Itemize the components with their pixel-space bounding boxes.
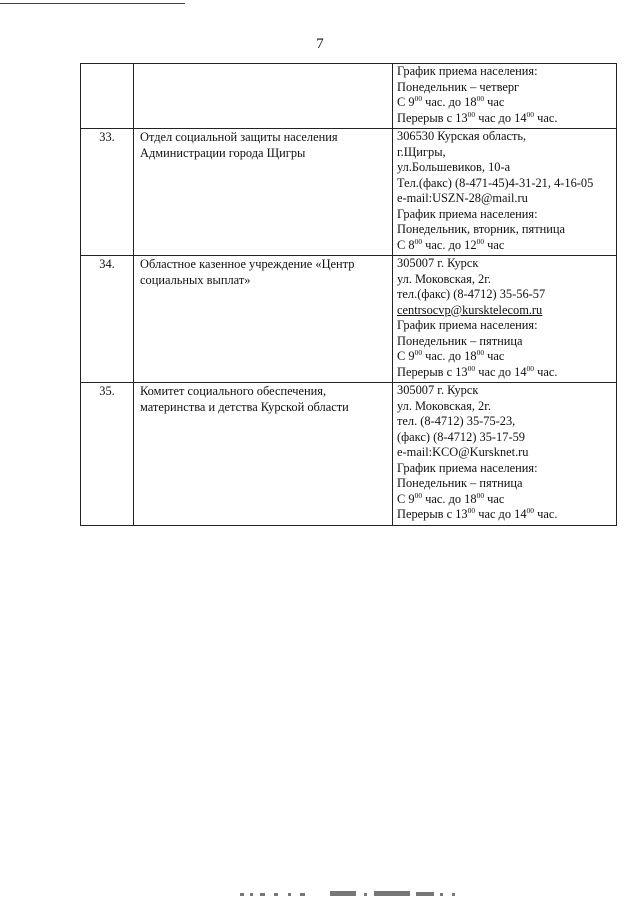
schedule-hours-suffix: час: [484, 491, 505, 506]
schedule-title: График приема населения:: [397, 460, 538, 475]
schedule-hours-prefix: С 8: [397, 237, 415, 252]
table-row: [81, 256, 617, 383]
contact-line: 305007 г. Курск: [397, 256, 479, 270]
top-rule: [0, 3, 185, 4]
schedule-title: График приема населения:: [397, 318, 538, 332]
organization-name: Областное казенное учреждение «Центр социальных выплат»: [134, 256, 393, 383]
schedule-hours-prefix: С 9: [397, 491, 415, 506]
page-number: 7: [316, 36, 324, 52]
organization-name: [134, 64, 393, 129]
schedule-lunch-prefix: Перерыв с 13: [397, 364, 468, 379]
table-body: [81, 64, 617, 526]
schedule-lunch-suffix: час.: [534, 507, 558, 521]
schedule-hours-prefix: С 9: [397, 349, 415, 363]
schedule-lunch-to-sup: 00: [526, 506, 535, 515]
schedule-hours-from-sup: 00: [414, 490, 423, 500]
schedule-lunch-mid: час до 14: [475, 364, 527, 379]
schedule-lunch-to-sup: 00: [526, 109, 535, 119]
table-row: [81, 383, 617, 526]
row-number: [81, 64, 134, 129]
schedule-days: Понедельник – пятница: [397, 476, 523, 490]
schedule-lunch-mid: час до 14: [475, 110, 527, 125]
contact-details: [393, 256, 617, 383]
row-number: 35.: [81, 383, 134, 526]
schedule-lunch-to-sup: 00: [526, 363, 535, 373]
contact-line: тел.(факс) (8-4712) 35-56-57: [397, 287, 546, 301]
contact-line: 305007 г. Курск: [397, 383, 479, 397]
schedule-lunch-suffix: час.: [534, 364, 558, 379]
contact-line: ул.Большевиков, 10-а: [397, 160, 511, 174]
schedule-hours-to-sup: 00: [476, 94, 485, 103]
schedule-hours-to-sup: 00: [476, 348, 485, 357]
schedule-hours-mid: час. до 18: [422, 491, 477, 506]
schedule-title: График приема населения:: [397, 64, 538, 78]
organization-name: Отдел социальной защиты населения Администрации города Щигры: [134, 129, 393, 256]
contact-line: e-mail:USZN-28@mail.ru: [397, 191, 528, 205]
contact-line: 306530 Курская область,: [397, 129, 527, 143]
schedule-hours-suffix: час: [484, 349, 505, 363]
schedule-hours-from-sup: 00: [414, 236, 423, 246]
contact-details: [393, 383, 617, 526]
row-number: 34.: [81, 256, 134, 383]
schedule-lunch: [397, 507, 614, 523]
schedule-lunch-mid: час до 14: [475, 507, 527, 521]
schedule-lunch-prefix: Перерыв с 13: [397, 507, 468, 521]
schedule-days: Понедельник, вторник, пятница: [397, 222, 566, 236]
schedule-lunch: [397, 365, 614, 381]
schedule-hours-from-sup: 00: [414, 94, 423, 103]
contact-line: г.Щигры,: [397, 144, 446, 159]
email-link[interactable]: centrsocvp@kursktelecom.ru: [397, 302, 543, 317]
schedule-hours: [397, 492, 614, 508]
schedule-hours: [397, 238, 614, 254]
schedule-lunch-from-sup: 00: [467, 109, 476, 119]
schedule-lunch: [397, 111, 614, 127]
schedule-hours: [397, 349, 614, 365]
schedule-lunch-from-sup: 00: [467, 363, 476, 373]
schedule-hours-mid: час. до 18: [422, 349, 477, 363]
schedule-hours-suffix: час: [484, 95, 505, 109]
contact-line: ул. Моковская, 2г.: [397, 398, 491, 413]
schedule-lunch-prefix: Перерыв с 13: [397, 110, 468, 125]
contact-line: тел. (8-4712) 35-75-23,: [397, 414, 516, 428]
contact-line: (факс) (8-4712) 35-17-59: [397, 429, 525, 444]
contact-line: ул. Моковская, 2г.: [397, 271, 491, 286]
schedule-lunch-from-sup: 00: [467, 506, 476, 515]
footer-scan-mark: [240, 890, 500, 898]
schedule-days: Понедельник – четверг: [397, 79, 520, 94]
institutions-table: [80, 63, 617, 526]
row-number: 33.: [81, 129, 134, 256]
schedule-hours-suffix: час: [484, 237, 505, 252]
schedule-hours-prefix: С 9: [397, 95, 415, 109]
contact-details: [393, 64, 617, 129]
contact-line: Тел.(факс) (8-471-45)4-31-21, 4-16-05: [397, 175, 594, 190]
schedule-hours: [397, 95, 614, 111]
schedule-hours-to-sup: 00: [476, 490, 485, 500]
schedule-hours-from-sup: 00: [414, 348, 423, 357]
schedule-title: График приема населения:: [397, 206, 538, 221]
schedule-lunch-suffix: час.: [534, 110, 558, 125]
contact-details: [393, 129, 617, 256]
schedule-days: Понедельник – пятница: [397, 333, 523, 348]
schedule-hours-mid: час. до 12: [422, 237, 477, 252]
contact-line: e-mail:KCO@Kursknet.ru: [397, 445, 529, 459]
schedule-hours-to-sup: 00: [476, 236, 485, 246]
schedule-hours-mid: час. до 18: [422, 95, 477, 109]
table-row: [81, 129, 617, 256]
table-row: [81, 64, 617, 129]
organization-name: Комитет социального обеспечения, материнства и детства Курской области: [134, 383, 393, 526]
